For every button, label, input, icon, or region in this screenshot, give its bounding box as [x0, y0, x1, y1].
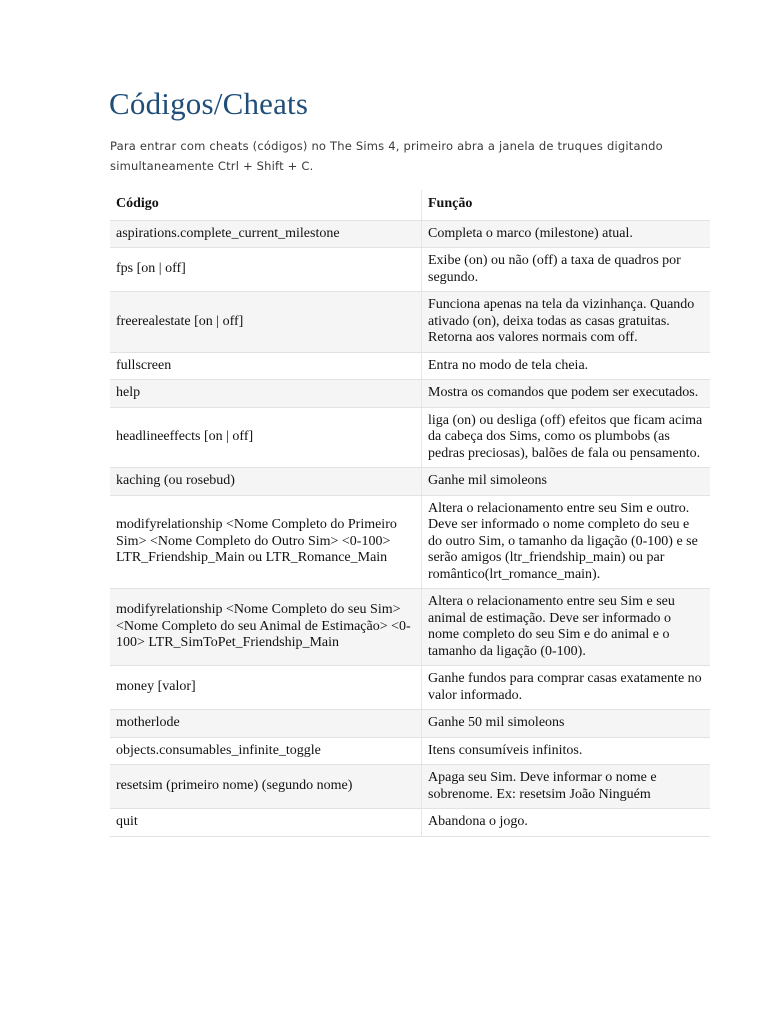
table-row: [110, 352, 710, 380]
function-cell: Completa o marco (milestone) atual.: [422, 220, 711, 248]
function-cell: Altera o relacionamento entre seu Sim e outro. Deve ser informado o nome completo do seu e do outro Sim, o tamanho da ligação (0-100) e se serão amigos (ltr_friendship_main) ou par romântico(lrt_romance_main).: [422, 495, 711, 589]
code-cell: help: [110, 380, 422, 408]
cheats-table: [110, 190, 710, 837]
code-cell: motherlode: [110, 710, 422, 738]
code-cell: fullscreen: [110, 352, 422, 380]
function-cell: Funciona apenas na tela da vizinhança. Quando ativado (on), deixa todas as casas gratuitas. Retorna aos valores normais com off.: [422, 292, 711, 353]
code-cell: kaching (ou rosebud): [110, 468, 422, 496]
table-row: [110, 809, 710, 837]
intro-paragraph: Para entrar com cheats (códigos) no The Sims 4, primeiro abra a janela de truques digitando simultaneamente Ctrl + Shift + C.: [110, 139, 663, 173]
code-cell: freerealestate [on | off]: [110, 292, 422, 353]
function-cell: Ganhe 50 mil simoleons: [422, 710, 711, 738]
table-row: [110, 407, 710, 468]
table-row: [110, 710, 710, 738]
table-row: [110, 292, 710, 353]
function-cell: Exibe (on) ou não (off) a taxa de quadros por segundo.: [422, 248, 711, 292]
header-funcao: Função: [422, 190, 711, 220]
table-row: [110, 737, 710, 765]
code-cell: money [valor]: [110, 666, 422, 710]
code-cell: quit: [110, 809, 422, 837]
code-cell: aspirations.complete_current_milestone: [110, 220, 422, 248]
function-cell: Itens consumíveis infinitos.: [422, 737, 711, 765]
header-codigo: Código: [110, 190, 422, 220]
code-cell: fps [on | off]: [110, 248, 422, 292]
function-cell: Altera o relacionamento entre seu Sim e seu animal de estimação. Deve ser informado o nome completo do seu Sim e do animal e o tamanho da ligação (0-100).: [422, 589, 711, 666]
function-cell: Abandona o jogo.: [422, 809, 711, 837]
code-cell: headlineeffects [on | off]: [110, 407, 422, 468]
function-cell: liga (on) ou desliga (off) efeitos que ficam acima da cabeça dos Sims, como os plumbobs (as pedras preciosas), balões de fala ou pensamento.: [422, 407, 711, 468]
table-row: [110, 220, 710, 248]
table-row: [110, 765, 710, 809]
code-cell: resetsim (primeiro nome) (segundo nome): [110, 765, 422, 809]
table-row: [110, 495, 710, 589]
code-cell: modifyrelationship <Nome Completo do seu Sim> <Nome Completo do seu Animal de Estimação> <0-100> LTR_SimToPet_Friendship_Main: [110, 589, 422, 666]
table-header-row: [110, 190, 710, 220]
code-cell: modifyrelationship <Nome Completo do Primeiro Sim> <Nome Completo do Outro Sim> <0-100> LTR_Friendship_Main ou LTR_Romance_Main: [110, 495, 422, 589]
function-cell: Ganhe fundos para comprar casas exatamente no valor informado.: [422, 666, 711, 710]
function-cell: Entra no modo de tela cheia.: [422, 352, 711, 380]
table-row: [110, 589, 710, 666]
table-row: [110, 666, 710, 710]
function-cell: Ganhe mil simoleons: [422, 468, 711, 496]
function-cell: Mostra os comandos que podem ser executados.: [422, 380, 711, 408]
table-row: [110, 380, 710, 408]
table-row: [110, 468, 710, 496]
code-cell: objects.consumables_infinite_toggle: [110, 737, 422, 765]
page-title: Códigos/Cheats: [109, 86, 309, 121]
table-row: [110, 248, 710, 292]
function-cell: Apaga seu Sim. Deve informar o nome e sobrenome. Ex: resetsim João Ninguém: [422, 765, 711, 809]
